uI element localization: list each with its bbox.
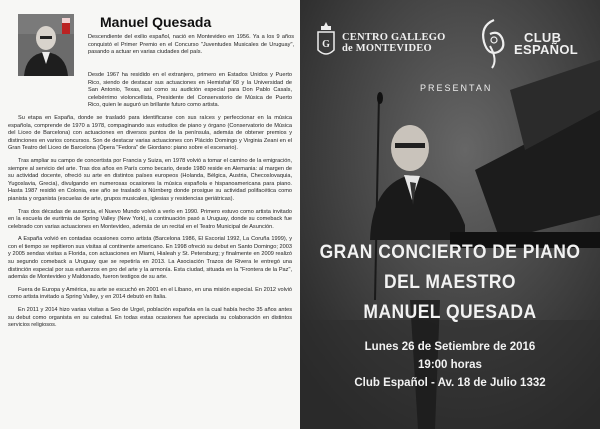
event-details — [300, 338, 600, 392]
presentan-label: PRESENTAN — [420, 83, 493, 93]
bio-paragraph: Su etapa en España, donde se trasladó para identificarse con sus raíces y perfeccionar en la música española, comprende de 1970 a 1978, compaginando sus estudios de piano y órgano (Conservatorio de Música del Liceo de Barcelona) con actuaciones en diversos puntos de la península, además de obtener premios y distinciones en varios concursos. Son de destacar varias actuaciones con Plácido Domingo y Virginia Zeani en el Gran Teatro del Liceo de Barcelona (Ópera "Fedora" de Giordano: piano sobre el escenario). — [8, 114, 292, 152]
club-espanol-monogram-icon — [476, 16, 512, 72]
org1-line2: de MONTEVIDEO — [342, 43, 432, 54]
org2-line2: ESPAÑOL — [514, 42, 578, 57]
centro-gallego-name — [342, 32, 445, 54]
bio-paragraph: Tras ampliar su campo de concertista por Francia y Suiza, en 1978 volvió a tomar el camino de la emigración, siempre al servicio del arte. Tras dos años en París como becario, desde 1980 reside en Alemania: al margen de su actividad docente, ofreció su arte en distintos países europeos (Holanda, Bélgica, Austria, Checoslovaquia, Yugoslavia, Grecia), divulgando en numerosas ocasiones la música española e hispanoamericana para piano. Hasta 1987 residió en Colonia, ese año se trasladó a Nürnberg donde prosigue su actividad polifacética como pianista y organista (escuelas de arte, grupos musicales, iglesias y residencias geriátricas). — [8, 157, 292, 202]
event-venue: Club Español - Av. 18 de Julio 1332 — [354, 377, 546, 389]
org2-line1: CLUB — [524, 30, 562, 45]
bio-body — [8, 72, 292, 335]
bio-paragraph: Desde 1967 ha residido en el extranjero, primero en Estados Unidos y Puerto Rico, siendo de destacar sus actuaciones en Hemisfair´68 y la Universidad de San Antonio, Texas, así como su audición especial para Don Pablo Casals, celebérrimo violoncellista, Presidente del Conservatorio de Música de Puerto Rico, quien le auguró un brillante futuro como artista. — [88, 72, 292, 109]
bio-paragraph: En 2011 y 2014 hizo varias visitas a Seo de Urgel, población española en la cual había hecho 35 años antes su debut como organista en su catedral. En todas estas ocasiones fue apreciada su colaboración en distintos servicios religiosos. — [8, 307, 292, 329]
concert-title-line: DEL MAESTRO — [384, 272, 516, 293]
bio-title: Manuel Quesada — [100, 14, 212, 30]
event-time: 19:00 horas — [418, 359, 482, 371]
svg-text:G: G — [322, 39, 330, 50]
bio-paragraph: A España volvió en contadas ocasiones como artista (Barcelona 1986, El Escorial 1992, La Coruña 1999), y con el tiempo se repitieron sus visitas al continente americano. En 1998 ofreció su debut en Santo Domingo; 2003 y 2005 sendas visitas a Florida, con actuaciones en Miami, Hialeah y St. Petersburg; y finalmente en 2009 realizó su segundo comeback a Uruguay que se repetiría en 2013. La Asociación Trazos de Rivera le entregó una distinción especial por sus esfuerzos en pro del arte y la armonía. Esta ciudad, situada en la "Frontera de la Paz", además de Montevideo y Maldonado, fueron testigos de su arte. — [8, 236, 292, 281]
bio-paragraph: Fuera de Europa y América, su arte se escuchó en 2001 en el Líbano, en una misión especial. En 2012 volvió como artista invitado a Spring Valley, y en 2014 debutó en Italia. — [8, 286, 292, 301]
bio-paragraph: Tras dos décadas de ausencia, el Nuevo Mundo volvió a verlo en 1990. Primero estuvo como artista invitado en la escuela de euritmia de Spring Valley (New York), a continuación pasó a Uruguay, donde su comeback fue celebrado con varias actuaciones en Montevideo, además de un recital en el Teatro Municipal de Asunción. — [8, 208, 292, 230]
org1-line1: CENTRO GALLEGO — [342, 32, 446, 43]
event-date: Lunes 26 de Setiembre de 2016 — [364, 341, 536, 353]
bio-intro-paragraph: Descendiente del exilio español, nació en Montevideo en 1956. Ya a los 9 años conquistó el Primer Premio en el Concurso "Juventudes Musicales de Uruguay", pasando a actuar en varias ciudades del país. — [88, 34, 294, 56]
concert-flyer-panel — [300, 0, 600, 429]
club-espanol-name — [514, 32, 578, 56]
pianist-portrait-photo — [18, 14, 74, 76]
concert-title-line: MANUEL QUESADA — [363, 302, 537, 323]
centro-gallego-crest-icon — [314, 20, 338, 62]
concert-title — [300, 238, 600, 328]
concert-title-line: GRAN CONCIERTO DE PIANO — [319, 242, 581, 263]
